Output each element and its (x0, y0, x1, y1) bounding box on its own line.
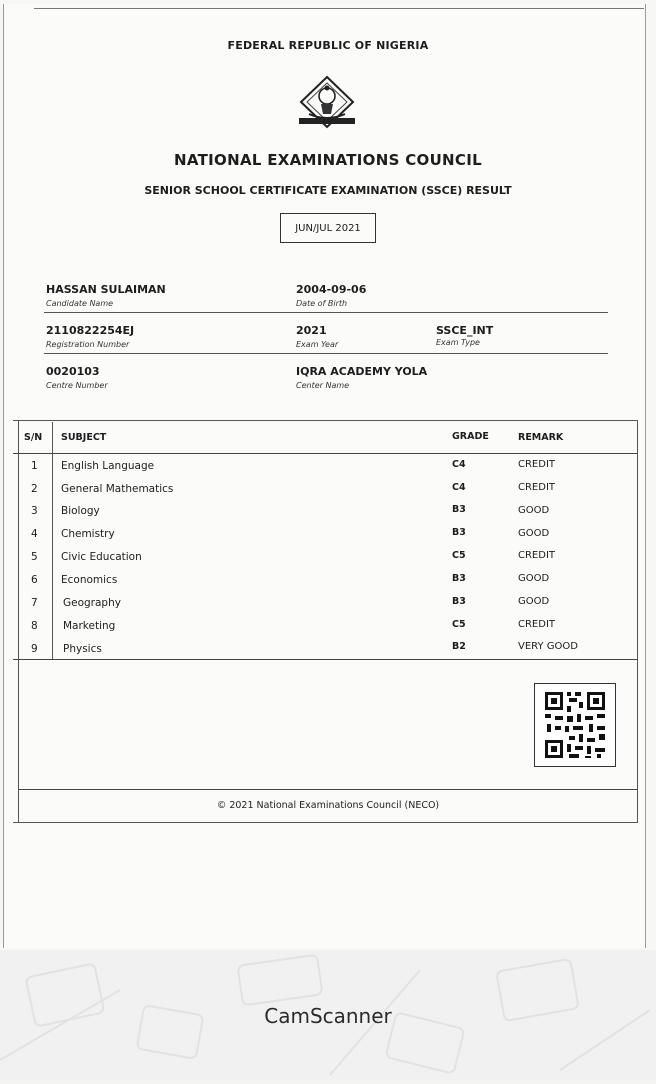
table-left-border (18, 420, 19, 823)
table-row-sn: 6 (31, 574, 38, 586)
table-row-subject: English Language (61, 460, 155, 472)
exam-year-label: Exam Year (296, 340, 339, 349)
centre-name-label: Center Name (296, 381, 350, 390)
date-of-birth-label: Date of Birth (296, 299, 348, 308)
header-divider (13, 453, 638, 454)
table-row-sn: 9 (31, 643, 38, 655)
exam-session: JUN/JUL 2021 (280, 213, 376, 243)
table-row-grade: C5 (452, 550, 466, 561)
column-header-grade: GRADE (452, 431, 489, 442)
exam-title: SENIOR SCHOOL CERTIFICATE EXAMINATION (SSCE) RESULT (144, 184, 512, 197)
table-row-remark: GOOD (518, 505, 550, 516)
table-row-sn: 4 (31, 528, 38, 540)
table-row-sn: 1 (31, 460, 38, 472)
table-row-subject: Marketing (63, 620, 116, 632)
centre-number: 0020103 (46, 365, 100, 378)
table-row-grade: C5 (452, 619, 466, 630)
divider (44, 353, 608, 354)
camscanner-watermark: CamScanner (264, 1004, 392, 1028)
exam-type-label: Exam Type (436, 338, 480, 347)
council-title: NATIONAL EXAMINATIONS COUNCIL (174, 151, 482, 169)
table-row-sn: 3 (31, 505, 38, 517)
divider (44, 312, 608, 313)
table-row-remark: GOOD (518, 596, 550, 607)
exam-year: 2021 (296, 324, 327, 337)
table-row-remark: VERY GOOD (518, 641, 578, 652)
table-row-sn: 2 (31, 483, 38, 495)
footer-divider (18, 789, 638, 790)
table-row-remark: CREDIT (518, 482, 556, 493)
table-row-sn: 8 (31, 620, 38, 632)
table-row-subject: Biology (61, 505, 100, 517)
candidate-name: HASSAN SULAIMAN (46, 283, 166, 296)
copyright-footer: © 2021 National Examinations Council (NECO) (216, 800, 440, 811)
exam-type: SSCE_INT (436, 324, 494, 337)
table-row-grade: C4 (452, 459, 466, 470)
column-header-remark: REMARK (518, 432, 564, 443)
table-row-remark: CREDIT (518, 550, 556, 561)
table-row-remark: CREDIT (518, 619, 556, 630)
table-row-grade: B3 (452, 504, 466, 515)
table-row-subject: General Mathematics (61, 483, 174, 495)
table-row-subject: Geography (63, 597, 121, 609)
centre-name: IQRA ACADEMY YOLA (296, 365, 428, 378)
table-row-remark: CREDIT (518, 459, 556, 470)
column-header-sn: S/N (24, 432, 43, 443)
country-heading: FEDERAL REPUBLIC OF NIGERIA (227, 39, 429, 52)
table-row-subject: Physics (63, 643, 102, 655)
table-row-subject: Civic Education (61, 551, 142, 563)
table-row-grade: C4 (452, 482, 466, 493)
table-row-sn: 7 (31, 597, 38, 609)
qr-code-frame (534, 683, 616, 767)
sn-column-divider (52, 422, 53, 660)
table-row-grade: B3 (452, 596, 466, 607)
table-bottom-divider (13, 659, 638, 660)
table-row-grade: B3 (452, 527, 466, 538)
coat-of-arms-icon (295, 74, 359, 132)
centre-number-label: Centre Number (46, 381, 108, 390)
registration-number-label: Registration Number (46, 340, 130, 349)
table-row-remark: GOOD (518, 528, 550, 539)
table-row-subject: Economics (61, 574, 118, 586)
table-row-grade: B3 (452, 573, 466, 584)
table-row-remark: GOOD (518, 573, 550, 584)
table-row-grade: B2 (452, 641, 466, 652)
table-row-sn: 5 (31, 551, 38, 563)
date-of-birth: 2004-09-06 (296, 283, 367, 296)
registration-number: 2110822254EJ (46, 324, 135, 337)
candidate-name-label: Candidate Name (46, 299, 114, 308)
column-header-subject: SUBJECT (61, 432, 107, 443)
qr-code-icon (535, 684, 615, 766)
table-row-subject: Chemistry (61, 528, 115, 540)
